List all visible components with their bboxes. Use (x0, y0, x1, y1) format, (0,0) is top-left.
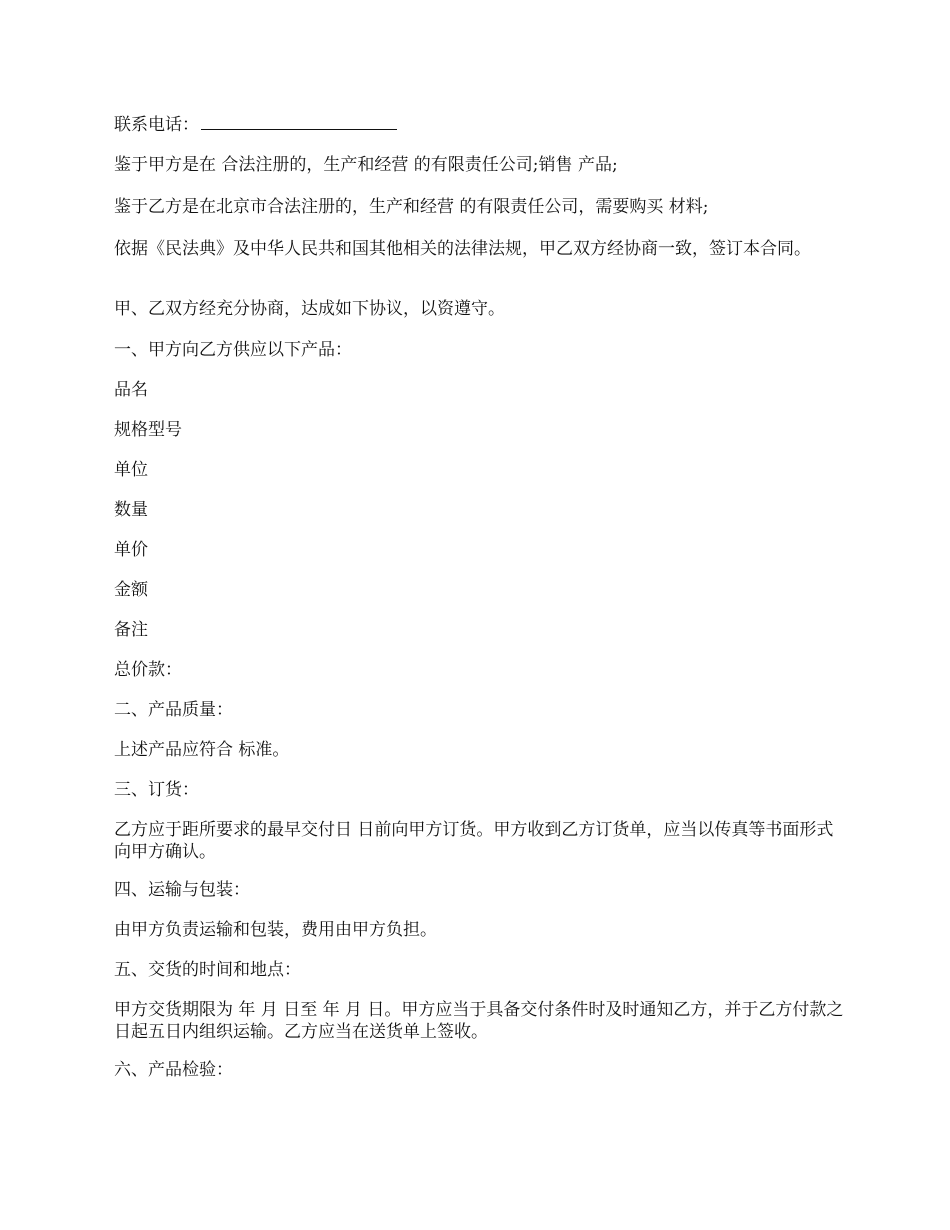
paragraph-party-b-recital: 鉴于乙方是在北京市合法注册的，生产和经营 的有限责任公司，需要购买 材料; (114, 197, 709, 217)
item-quantity: 数量 (114, 500, 148, 520)
item-product-name: 品名 (114, 380, 148, 400)
item-unit: 单位 (114, 460, 148, 480)
paragraph-transport: 由甲方负责运输和包装，费用由甲方负担。 (114, 920, 437, 940)
paragraph-agreement: 甲、乙双方经充分协商，达成如下协议，以资遵守。 (114, 299, 505, 319)
paragraph-party-a-recital: 鉴于甲方是在 合法注册的，生产和经营 的有限责任公司;销售 产品; (114, 155, 618, 175)
contact-phone-label: 联系电话： (114, 115, 199, 135)
item-unit-price: 单价 (114, 540, 148, 560)
contact-phone-blank (201, 115, 397, 130)
paragraph-quality-standard: 上述产品应符合 标准。 (114, 740, 290, 760)
section-heading-ordering: 三、订货： (114, 780, 199, 800)
section-heading-transport: 四、运输与包装： (114, 880, 250, 900)
section-heading-quality: 二、产品质量： (114, 700, 233, 720)
item-remarks: 备注 (114, 620, 148, 640)
paragraph-legal-basis: 依据《民法典》及中华人民共和国其他相关的法律法规，甲乙双方经协商一致，签订本合同。 (114, 239, 811, 259)
section-heading-delivery: 五、交货的时间和地点： (114, 960, 301, 980)
paragraph-delivery: 甲方交货期限为 年 月 日至 年 月 日。甲方应当于具备交付条件时及时通知乙方，并于乙方付款之日起五日内组织运输。乙方应当在送货单上签收。 (114, 1000, 844, 1042)
section-heading-inspection: 六、产品检验： (114, 1060, 233, 1080)
section-heading-supply: 一、甲方向乙方供应以下产品： (114, 340, 352, 360)
total-price: 总价款： (114, 660, 182, 680)
paragraph-ordering: 乙方应于距所要求的最早交付日 日前向甲方订货。甲方收到乙方订货单，应当以传真等书面形式向甲方确认。 (114, 820, 834, 862)
item-spec-model: 规格型号 (114, 420, 182, 440)
contact-phone-line (114, 114, 844, 136)
item-amount: 金额 (114, 580, 148, 600)
